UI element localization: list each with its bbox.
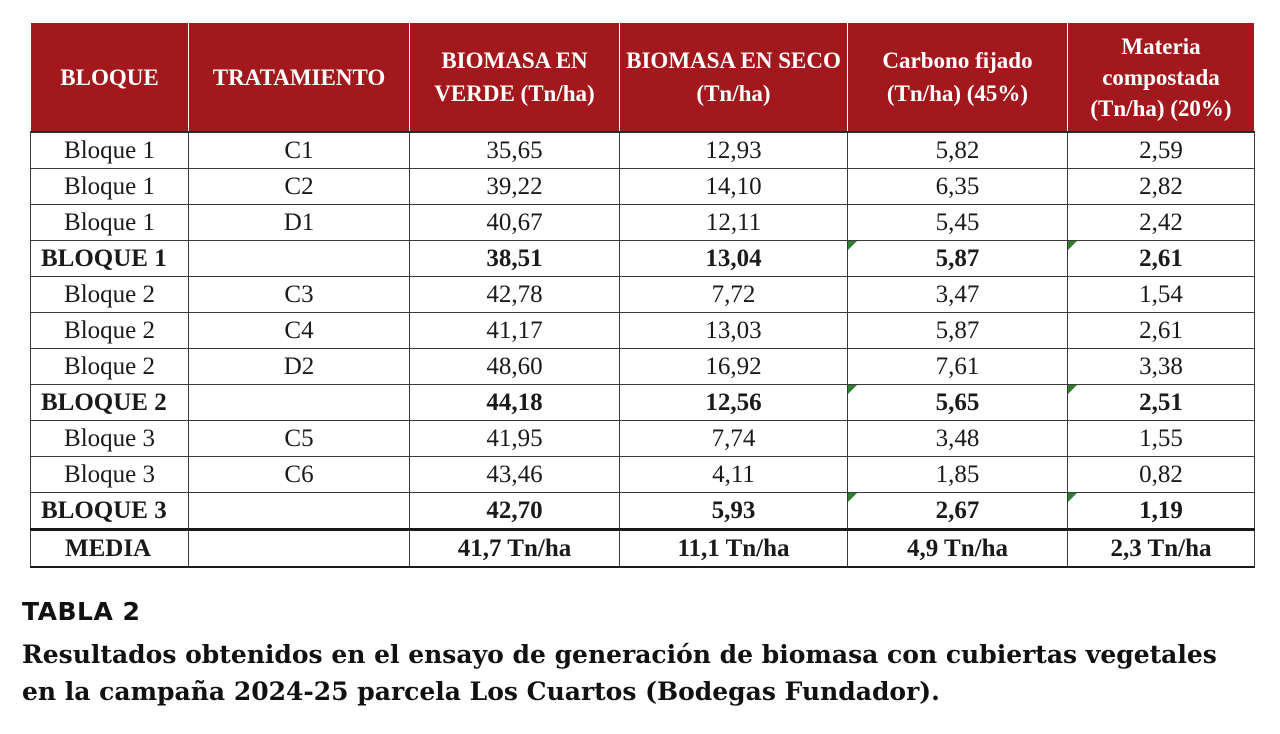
header-tratamiento: TRATAMIENTO [189, 23, 410, 133]
biomass-results-table [30, 22, 1255, 568]
table-row [31, 457, 1255, 493]
caption-text: Resultados obtenidos en el ensayo de generación de biomasa con cubiertas vegetales en la campaña 2024-25 parcela Los Cuartos (Bodegas Fundador). [22, 640, 1217, 706]
cell-bloque: Bloque 1 [31, 132, 189, 169]
header-biomasa-verde: BIOMASA EN VERDE (Tn/ha) [410, 23, 620, 133]
cell-bloque: Bloque 2 [31, 349, 189, 385]
cell-tratamiento: C6 [189, 457, 410, 493]
table-row [31, 421, 1255, 457]
cell-carbono-fijado: 7,61 [848, 349, 1068, 385]
cell-materia-compostada: 1,55 [1068, 421, 1255, 457]
cell-biomasa-seco: 14,10 [620, 169, 848, 205]
cell-biomasa-seco: 16,92 [620, 349, 848, 385]
cell-carbono-fijado: 1,85 [848, 457, 1068, 493]
cell-biomasa-seco: 11,1 Tn/ha [620, 530, 848, 568]
header-biomasa-seco: BIOMASA EN SECO (Tn/ha) [620, 23, 848, 133]
cell-biomasa-seco: 12,11 [620, 205, 848, 241]
cell-carbono-fijado: 5,87 [848, 313, 1068, 349]
cell-biomasa-seco: 12,56 [620, 385, 848, 421]
cell-biomasa-verde: 39,22 [410, 169, 620, 205]
cell-biomasa-verde: 44,18 [410, 385, 620, 421]
cell-tratamiento: D2 [189, 349, 410, 385]
cell-bloque: Bloque 1 [31, 205, 189, 241]
cell-materia-compostada [1068, 241, 1255, 277]
cell-tratamiento: C4 [189, 313, 410, 349]
cell-materia-compostada: 2,3 Tn/ha [1068, 530, 1255, 568]
cell-carbono-fijado: 3,47 [848, 277, 1068, 313]
summary-row [31, 530, 1255, 568]
cell-bloque: Bloque 2 [31, 313, 189, 349]
cell-tratamiento: C1 [189, 132, 410, 169]
cell-carbono-fijado [848, 241, 1068, 277]
cell-biomasa-seco: 7,72 [620, 277, 848, 313]
cell-carbono-fijado [848, 493, 1068, 530]
header-bloque: BLOQUE [31, 23, 189, 133]
cell-bloque: Bloque 1 [31, 169, 189, 205]
cell-bloque: MEDIA [31, 530, 189, 568]
cell-value: 2,51 [1139, 388, 1183, 416]
table-header-row [31, 23, 1255, 133]
cell-biomasa-verde: 48,60 [410, 349, 620, 385]
cell-tratamiento [189, 241, 410, 277]
cell-materia-compostada: 2,59 [1068, 132, 1255, 169]
cell-value: 2,67 [935, 496, 980, 524]
cell-tratamiento: C2 [189, 169, 410, 205]
header-carbono-fijado: Carbono fijado (Tn/ha) (45%) [848, 23, 1068, 133]
cell-comment-marker [848, 241, 857, 250]
cell-biomasa-verde: 38,51 [410, 241, 620, 277]
cell-comment-marker [1068, 241, 1077, 250]
cell-biomasa-seco: 12,93 [620, 132, 848, 169]
cell-carbono-fijado: 4,9 Tn/ha [848, 530, 1068, 568]
cell-bloque: Bloque 3 [31, 421, 189, 457]
cell-biomasa-verde: 42,70 [410, 493, 620, 530]
cell-carbono-fijado: 6,35 [848, 169, 1068, 205]
cell-carbono-fijado: 3,48 [848, 421, 1068, 457]
cell-bloque: BLOQUE 1 [31, 241, 189, 277]
cell-biomasa-seco: 13,03 [620, 313, 848, 349]
cell-carbono-fijado [848, 385, 1068, 421]
cell-comment-marker [1068, 493, 1077, 502]
table-row [31, 313, 1255, 349]
caption-label: TABLA 2 [22, 597, 141, 626]
cell-bloque: Bloque 2 [31, 277, 189, 313]
cell-value: 5,65 [935, 388, 980, 416]
cell-biomasa-verde: 40,67 [410, 205, 620, 241]
cell-tratamiento [189, 385, 410, 421]
cell-materia-compostada: 2,42 [1068, 205, 1255, 241]
cell-value: 5,87 [935, 244, 980, 272]
cell-biomasa-verde: 43,46 [410, 457, 620, 493]
table-row [31, 205, 1255, 241]
cell-biomasa-seco: 5,93 [620, 493, 848, 530]
subtotal-row [31, 385, 1255, 421]
cell-carbono-fijado: 5,45 [848, 205, 1068, 241]
cell-biomasa-seco: 7,74 [620, 421, 848, 457]
cell-tratamiento: C3 [189, 277, 410, 313]
table-row [31, 132, 1255, 169]
cell-biomasa-seco: 4,11 [620, 457, 848, 493]
subtotal-row [31, 493, 1255, 530]
cell-tratamiento [189, 493, 410, 530]
subtotal-row [31, 241, 1255, 277]
cell-materia-compostada: 2,82 [1068, 169, 1255, 205]
cell-tratamiento: C5 [189, 421, 410, 457]
cell-tratamiento [189, 530, 410, 568]
cell-materia-compostada: 1,54 [1068, 277, 1255, 313]
cell-bloque: BLOQUE 3 [31, 493, 189, 530]
cell-comment-marker [848, 385, 857, 394]
cell-tratamiento: D1 [189, 205, 410, 241]
header-materia-compostada: Materia compostada (Tn/ha) (20%) [1068, 23, 1255, 133]
table-row [31, 349, 1255, 385]
cell-biomasa-verde: 41,95 [410, 421, 620, 457]
cell-value: 1,19 [1139, 496, 1183, 524]
cell-carbono-fijado: 5,82 [848, 132, 1068, 169]
cell-bloque: Bloque 3 [31, 457, 189, 493]
table-row [31, 277, 1255, 313]
cell-comment-marker [848, 493, 857, 502]
cell-biomasa-verde: 42,78 [410, 277, 620, 313]
cell-materia-compostada: 2,61 [1068, 313, 1255, 349]
table-row [31, 169, 1255, 205]
cell-materia-compostada [1068, 493, 1255, 530]
cell-biomasa-seco: 13,04 [620, 241, 848, 277]
cell-materia-compostada: 3,38 [1068, 349, 1255, 385]
cell-value: 2,61 [1139, 244, 1183, 272]
cell-biomasa-verde: 41,7 Tn/ha [410, 530, 620, 568]
table-body [31, 132, 1255, 567]
cell-comment-marker [1068, 385, 1077, 394]
cell-bloque: BLOQUE 2 [31, 385, 189, 421]
cell-biomasa-verde: 35,65 [410, 132, 620, 169]
cell-materia-compostada: 0,82 [1068, 457, 1255, 493]
cell-materia-compostada [1068, 385, 1255, 421]
cell-biomasa-verde: 41,17 [410, 313, 620, 349]
